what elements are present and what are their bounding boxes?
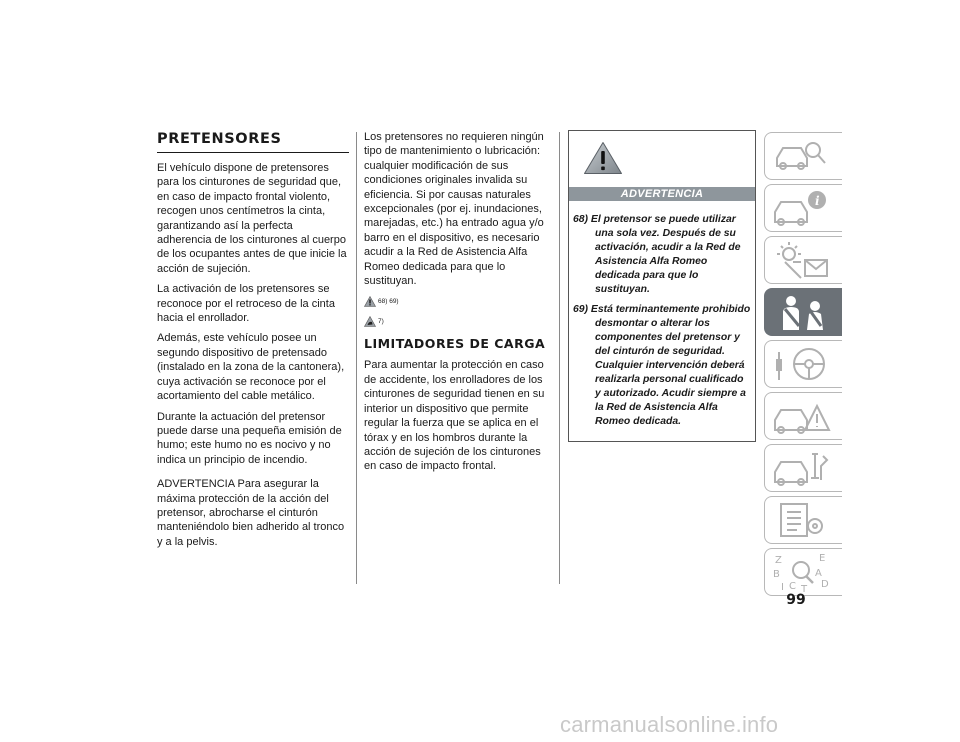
- section-title-limitadores: LIMITADORES DE CARGA: [364, 336, 546, 352]
- column-3: [568, 130, 756, 442]
- warning-lights-icon: [771, 240, 835, 280]
- index-letter: A: [815, 568, 822, 579]
- paragraph: Los pretensores no requieren ningún tipo de mantenimiento o lubricación: cualquier modificación de sus condiciones originales invalida su eficiencia. Si por causas naturales excepcionales (por ej. inundaciones, marejadas, etc.) ha entrado agua y/o barro en el dispositivo, es necesario acudir a la Red de Asistencia Alfa Romeo dedicada para que lo sustituyan.: [364, 131, 544, 288]
- reference-numbers: 68) 69): [378, 297, 399, 305]
- car-info-icon: [771, 188, 835, 228]
- caution-reference[interactable]: [364, 314, 552, 328]
- page-number: 99: [786, 592, 806, 608]
- tab-car-breakdown[interactable]: [764, 392, 842, 440]
- caution-hand-icon: [364, 316, 376, 327]
- paragraph: Para aumentar la protección en caso de accidente, los enrolladores de los cinturones de seguridad tienen en su interior un dispositivo que permite regular la fuerza que se aplica en el tórax y en los hombros durante la acción de sujeción de los cinturones en caso de impacto frontal.: [364, 359, 545, 473]
- paragraph: La activación de los pretensores se reconoce por el retroceso de la cinta hacia el enrollador.: [157, 283, 335, 325]
- tab-specifications[interactable]: [764, 496, 842, 544]
- paragraph: El vehículo dispone de pretensores para los cinturones de seguridad que, en caso de impacto frontal violento, recogen unos centímetros la cinta, garantizando así la perfecta adherencia de los cinturones al cuerpo de los ocupantes antes de que inicie la acción de sujeción.: [157, 162, 347, 275]
- car-search-icon: [771, 136, 835, 176]
- warning-item: 69) Está terminantemente prohibido desmontar o alterar los componentes del pretensor y del cinturón de seguridad. Cualquier intervención deberá realizarla personal cualificado y autorizado. Acudir siempre a la Red de Asistencia Alfa Romeo dedicada.: [573, 304, 751, 427]
- watermark: carmanualsonline.info: [560, 712, 779, 737]
- warning-title: ADVERTENCIA: [569, 187, 755, 201]
- paragraph: Además, este vehículo posee un segundo dispositivo de pretensado (instalado en la zona de la cantonera), cuya activación se reconoce por el acortamiento del cable metálico.: [157, 332, 345, 403]
- warning-triangle-icon: [364, 296, 376, 307]
- warning-reference[interactable]: [364, 294, 552, 308]
- advertencia-paragraph: ADVERTENCIA Para asegurar la máxima protección de la acción del pretensor, abrocharse el cinturón manteniéndolo bien adherido al tronco y a la pelvis.: [157, 478, 345, 548]
- paragraph: Durante la actuación del pretensor puede darse una pequeña emisión de humo; este humo no es nocivo y no indica un principio de incendio.: [157, 410, 342, 466]
- seatbelt-airbag-icon: [771, 292, 835, 332]
- section-title-pretensores: PRETENSORES: [157, 130, 349, 153]
- chapter-tabs: [764, 132, 842, 600]
- steering-wheel-icon: [771, 344, 835, 384]
- tab-seatbelt-airbag[interactable]: [764, 288, 842, 336]
- warning-item: 68) El pretensor se puede utilizar una sola vez. Después de su activación, acudir a la Red de Asistencia Alfa Romeo dedicada para que lo sustituyan.: [573, 214, 741, 295]
- column-divider: [559, 132, 560, 584]
- tab-index[interactable]: [764, 548, 842, 596]
- column-2: [364, 130, 552, 480]
- tab-steering-wheel[interactable]: [764, 340, 842, 388]
- tab-warning-lights[interactable]: [764, 236, 842, 284]
- svg-text:i: i: [815, 194, 820, 208]
- index-icon: [771, 552, 835, 592]
- warning-box: [568, 130, 756, 442]
- car-service-icon: [771, 448, 835, 488]
- column-divider: [356, 132, 357, 584]
- index-letter: I: [781, 582, 784, 592]
- tab-car-search[interactable]: [764, 132, 842, 180]
- car-breakdown-icon: [771, 396, 835, 436]
- tab-car-info[interactable]: [764, 184, 842, 232]
- reference-numbers: 7): [378, 317, 384, 325]
- specifications-icon: [771, 500, 835, 540]
- tab-car-service[interactable]: [764, 444, 842, 492]
- index-letter: D: [821, 579, 829, 590]
- index-letter: B: [773, 569, 780, 580]
- column-1: [157, 130, 349, 555]
- warning-triangle-icon: [583, 141, 623, 175]
- index-letter: E: [819, 553, 826, 564]
- index-letter: C: [789, 581, 796, 592]
- index-letter: T: [801, 584, 808, 592]
- index-letter: Z: [775, 555, 782, 566]
